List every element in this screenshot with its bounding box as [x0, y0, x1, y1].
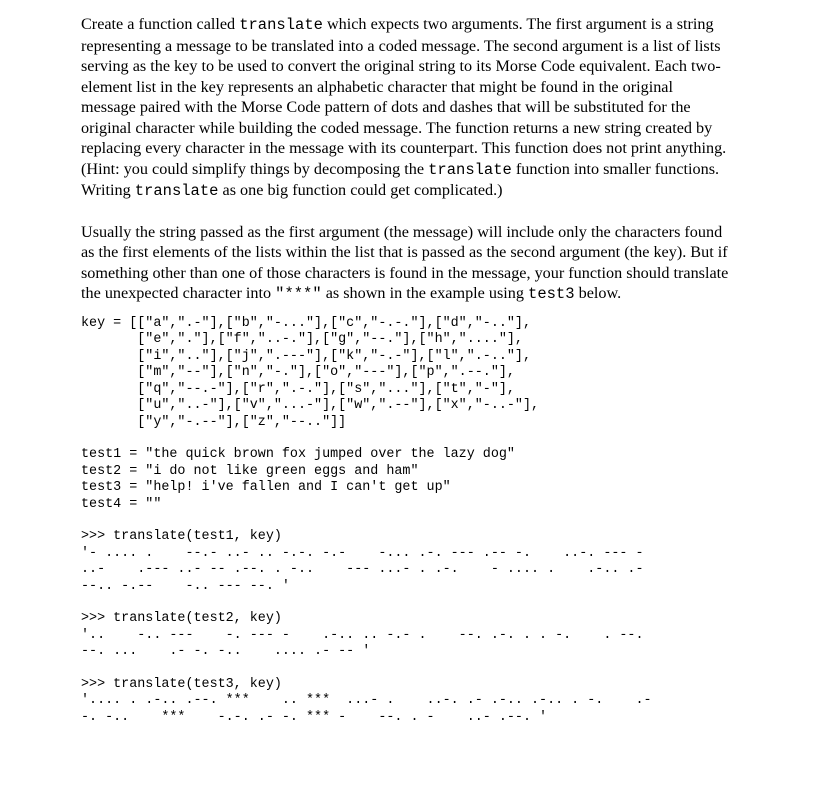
- para2-text-2: as shown in the example using: [321, 284, 529, 302]
- inline-code-translate: translate: [428, 160, 512, 179]
- para1-text-2: which expects two arguments. The first argument is a string representing a message to be translated into a coded message. The second argument is a list of lists serving as the key to be used to convert the original string to its Morse Code equivalent. Each two-element list in the key represents an alphabetic character that might be found in the original message paired with the Morse Code pattern of dots and dashes that will be substituted for the original character while building the coded message. The function returns a new string created by replacing every character in the message with its counterpart. This function does not print anything. (Hint: you could simplify things by decomposing the: [81, 15, 727, 178]
- para1-text-3: function into smaller functions. Writing: [81, 159, 720, 199]
- inline-code-translate: translate: [239, 16, 323, 34]
- para1-text-1: Create a function called: [81, 15, 240, 33]
- instructions-paragraph: [81, 14, 731, 202]
- document-page: [81, 14, 731, 726]
- test-strings-code: test1 = "the quick brown fox jumped over the lazy dog" test2 = "i do not like green eggs and ham" test3 = "help! i've fallen and I can't get up" test4 = "": [81, 447, 515, 512]
- inline-code-test3: test3: [528, 285, 575, 303]
- example-test1-output: >>> translate(test1, key) '- .... . --.- ..- .. -.-. -.- -... .-. --- .-- -. ..-. --- - ..- .--- ..- -- .--. . -.. --- ...- . .-. - .... . .-.. .- --.. -.-- -.. --- --. ': [81, 529, 644, 594]
- para1-text-4: as one big function could get complicated.): [218, 181, 503, 199]
- inline-code-stars: "***": [275, 285, 322, 303]
- example-test3-output: >>> translate(test3, key) '.... . .-.. .--. *** .. *** ...- . ..-. .- .-.. .-.. . -. .- -. -.. *** -.-. .- -. *** - --. . - ..- .--. ': [81, 676, 652, 725]
- para2-text-3: below.: [574, 284, 622, 302]
- para2-text-1: Usually the string passed as the first argument (the message) will include only the characters found as the first elements of the lists within the list that is passed as the second argument (the key). But if something other than one of those characters is found in the message, your function should translate the unexpected character into: [81, 222, 729, 302]
- inline-code-translate: translate: [134, 182, 219, 200]
- unexpected-char-paragraph: [81, 222, 731, 305]
- example-test2-output: >>> translate(test2, key) '.. -.. --- -. --- - .-.. .. -.- . --. .-. . . -. . --. --. ... .- -. -.. .... .- -- ': [81, 611, 644, 659]
- key-definition-code: key = [["a",".-"],["b","-..."],["c","-.-."],["d","-.."], ["e","."],["f","..-."],["g","--."],["h","...."], ["i",".."],["j",".---"],["k","-.-"],["l",".-.."], ["m","--"],["n","-."],["o","---"],["p",".--."], ["q","--.-"],["r",".-."],["s","..."],["t","-"], ["u","..-"],["v","...-"],["w",".--"],["x","-..-"], ["y","-.--"],["z","--.."]]: [81, 315, 540, 430]
